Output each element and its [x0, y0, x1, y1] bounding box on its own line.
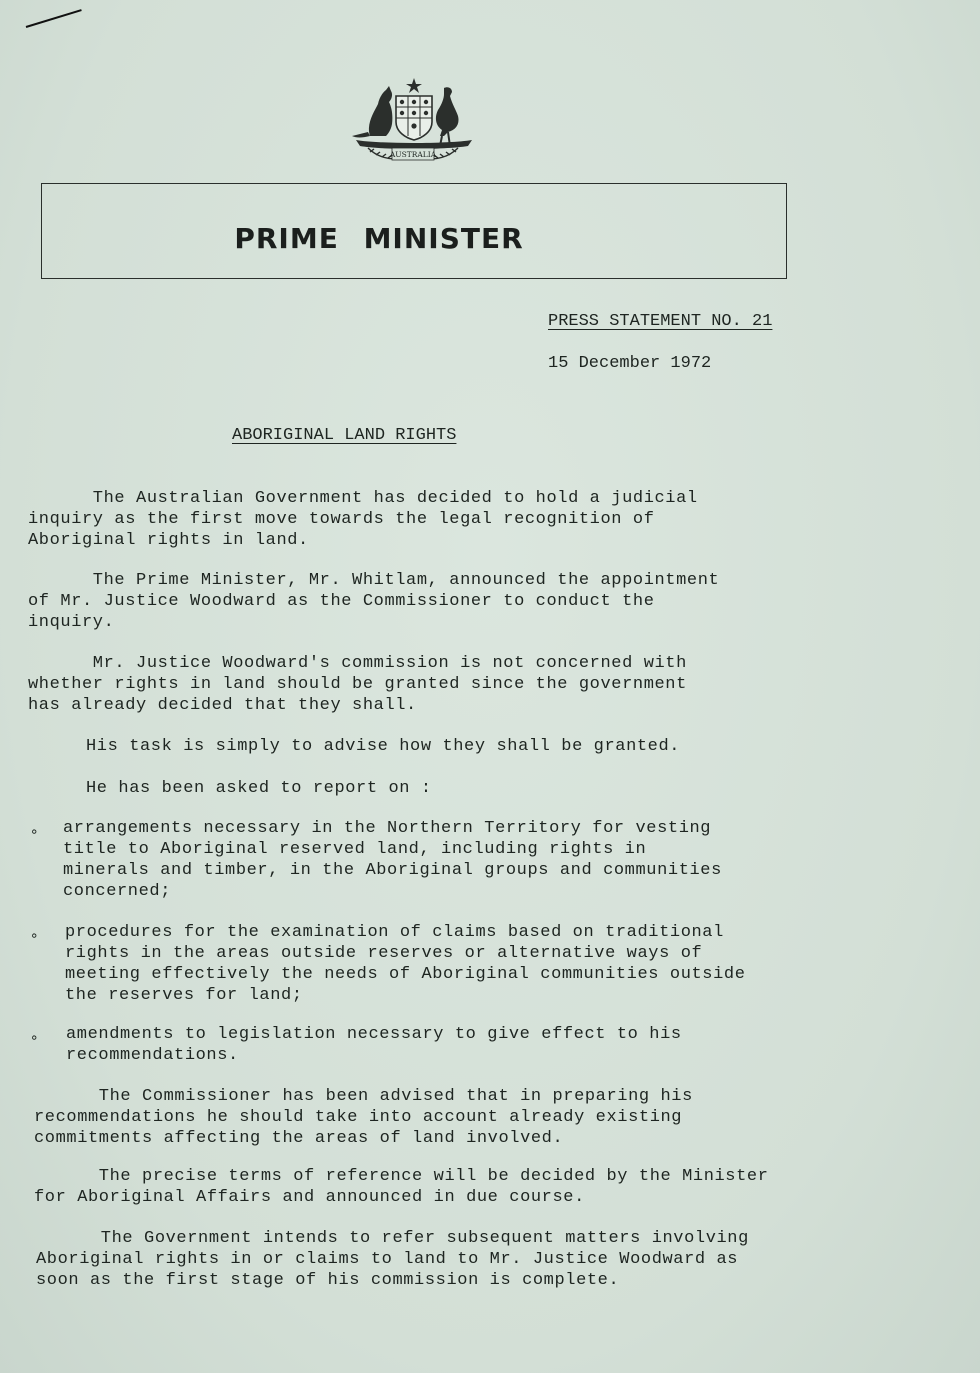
pen-mark — [26, 9, 82, 28]
bullet-marker: ∘ — [30, 929, 39, 945]
closing-paragraph-3: The Government intends to refer subsequent matters involving Aboriginal rights in or claims to land to Mr. Justice Woodward as soon as the first stage of his commission is complete. — [36, 1229, 749, 1290]
bullet-marker: ∘ — [30, 825, 39, 841]
letterhead-title: PRIME MINISTER — [234, 222, 524, 255]
paragraph-2: The Prime Minister, Mr. Whitlam, announced the appointment of Mr. Justice Woodward as the Commissioner to conduct the inquiry. — [28, 571, 720, 632]
paragraph-4: His task is simply to advise how they shall be granted. — [86, 737, 681, 756]
bullet-item-1: arrangements necessary in the Northern Territory for vesting title to Aboriginal reserved land, including rights in minerals and timber, in the Aboriginal groups and communities concerned; — [63, 819, 722, 901]
closing-paragraph-1: The Commissioner has been advised that in preparing his recommendations he should take into account already existing commitments affecting the areas of land involved. — [34, 1087, 693, 1148]
crest-label: AUSTRALIA — [389, 150, 437, 159]
bullet-item-2: procedures for the examination of claims based on traditional rights in the areas outside reserves or alternative ways of meeting effectively the needs of Aboriginal communities outside the reserves for land; — [65, 923, 746, 1005]
paragraph-1: The Australian Government has decided to hold a judicial inquiry as the first move towards the legal recognition of Aboriginal rights in land. — [28, 489, 698, 550]
paragraph-5: He has been asked to report on : — [86, 779, 432, 798]
paragraph-3: Mr. Justice Woodward's commission is not concerned with whether rights in land should be granted since the government has already decided that they shall. — [28, 654, 687, 715]
closing-paragraph-2: The precise terms of reference will be decided by the Minister for Aboriginal Affairs and announced in due course. — [34, 1167, 769, 1207]
statement-heading: ABORIGINAL LAND RIGHTS — [232, 426, 457, 445]
bullet-marker: ∘ — [30, 1031, 39, 1047]
statement-date: 15 December 1972 — [548, 354, 712, 373]
bullet-item-3: amendments to legislation necessary to give effect to his recommendations. — [66, 1025, 682, 1065]
letterhead-box — [41, 183, 787, 279]
australian-coat-of-arms-icon — [348, 74, 478, 166]
press-statement-number: PRESS STATEMENT NO. 21 — [548, 312, 773, 331]
